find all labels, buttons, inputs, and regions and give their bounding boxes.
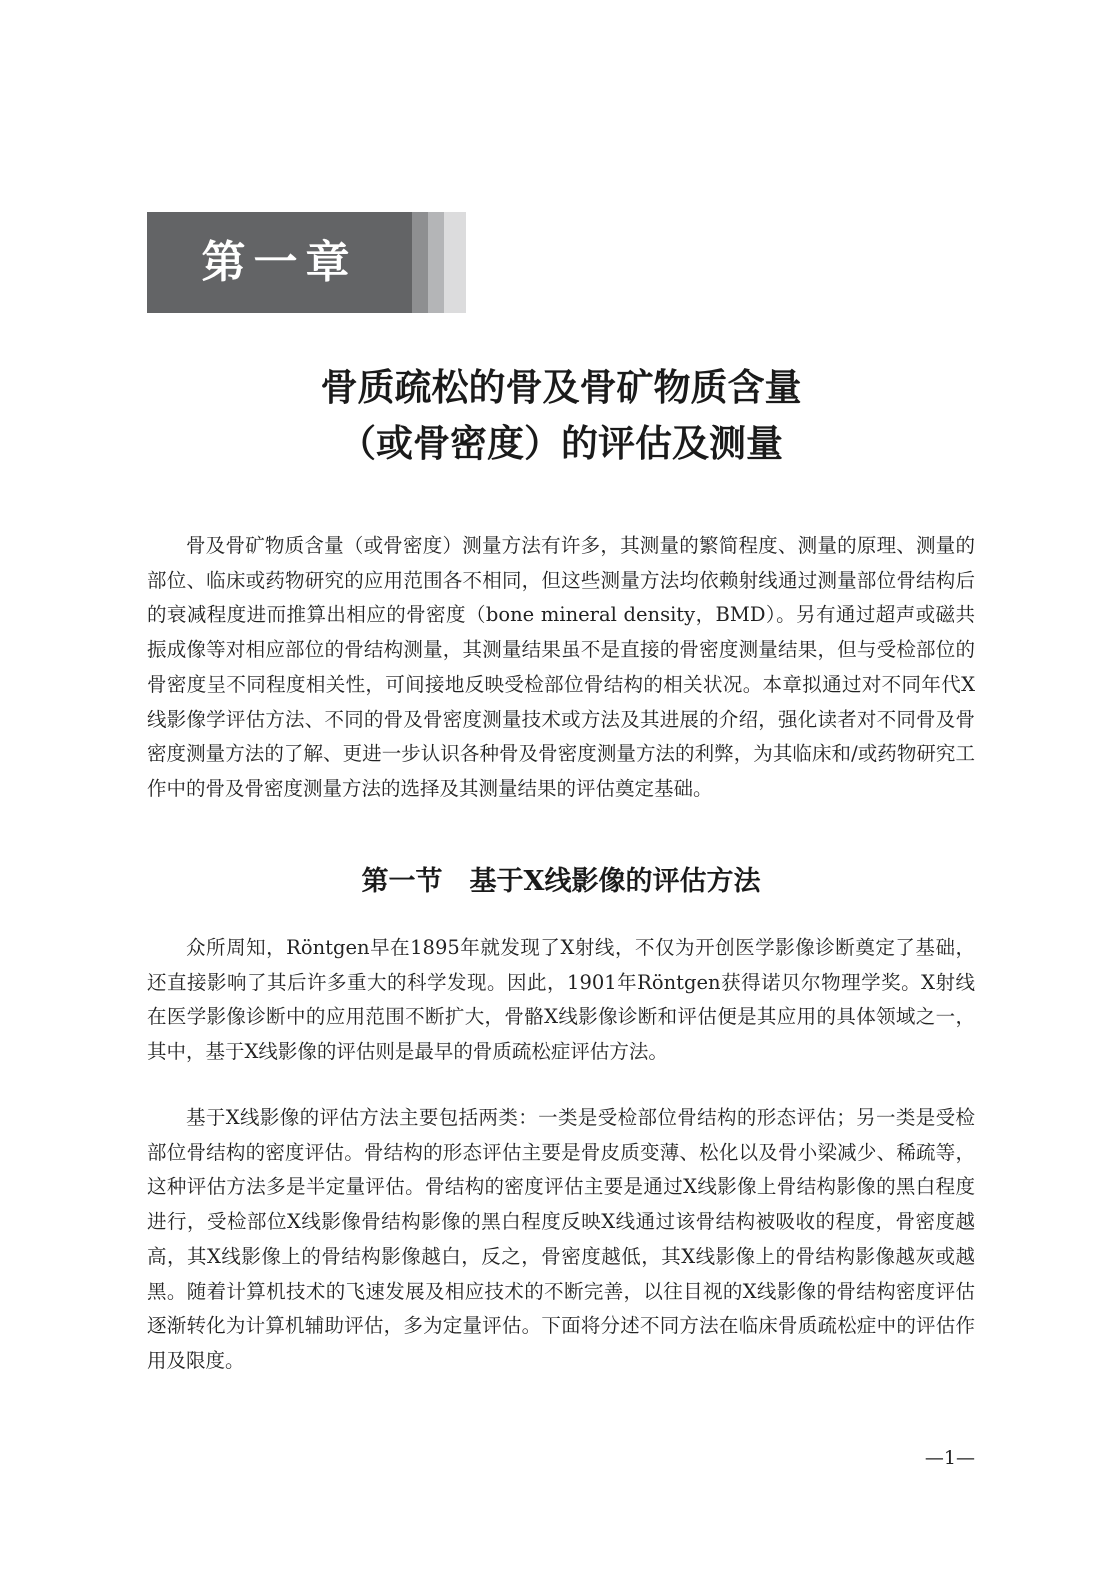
section-heading: 第一节 基于X线影像的评估方法 [361,866,761,897]
chapter-label: 第一章 [201,237,358,288]
chapter-banner [147,212,467,313]
section-paragraph-1: 众所周知，Röntgen早在1895年就发现了X射线，不仅为开创医学影像诊断奠定了基础，还直接影响了其后许多重大的科学发现。因此，1901年Röntgen获得诺贝尔物理学奖。X射线在医学影像诊断中的应用范围不断扩大，骨骼X线影像诊断和评估便是其应用的具体领域之一，其中，基于X线影像的评估则是最早的骨质疏松症评估方法。 [147,936,975,1064]
intro-paragraph: 骨及骨矿物质含量（或骨密度）测量方法有许多，其测量的繁简程度、测量的原理、测量的部位、临床或药物研究的应用范围各不相同，但这些测量方法均依赖射线通过测量部位骨结构后的衰减程度进而推算出相应的骨密度（bone mineral density，BMD）。另有通过超声或磁共振成像等对相应部位的骨结构测量，其测量结果虽不是直接的骨密度测量结果，但与受检部位的骨密度呈不同程度相关性，可间接地反映受检部位骨结构的相关状况。本章拟通过对不同年代X线影像学评估方法、不同的骨及骨密度测量技术或方法及其进展的介绍，强化读者对不同骨及骨密度测量方法的了解、更进一步认识各种骨及骨密度测量方法的利弊，为其临床和/或药物研究工作中的骨及骨密度测量方法的选择及其测量结果的评估奠定基础。 [147,534,975,800]
chapter-title-line-2: （或骨密度）的评估及测量 [339,422,783,465]
chapter-title [147,360,975,472]
page-number: —1— [924,1447,975,1469]
section-paragraph-2: 基于X线影像的评估方法主要包括两类：一类是受检部位骨结构的形态评估；另一类是受检部位骨结构的密度评估。骨结构的形态评估主要是骨皮质变薄、松化以及骨小梁减少、稀疏等，这种评估方法多是半定量评估。骨结构的密度评估主要是通过X线影像上骨结构影像的黑白程度进行，受检部位X线影像骨结构影像的黑白程度反映X线通过该骨结构被吸收的程度，骨密度越高，其X线影像上的骨结构影像越白，反之，骨密度越低，其X线影像上的骨结构影像越灰或越黑。随着计算机技术的飞速发展及相应技术的不断完善，以往目视的X线影像的骨结构密度评估逐渐转化为计算机辅助评估，多为定量评估。下面将分述不同方法在临床骨质疏松症中的评估作用及限度。 [147,1106,975,1372]
banner-stripe-dark [412,212,428,313]
banner-stripe-light [444,212,466,313]
chapter-title-line-1: 骨质疏松的骨及骨矿物质含量 [320,366,802,409]
banner-stripe-mid [428,212,444,313]
